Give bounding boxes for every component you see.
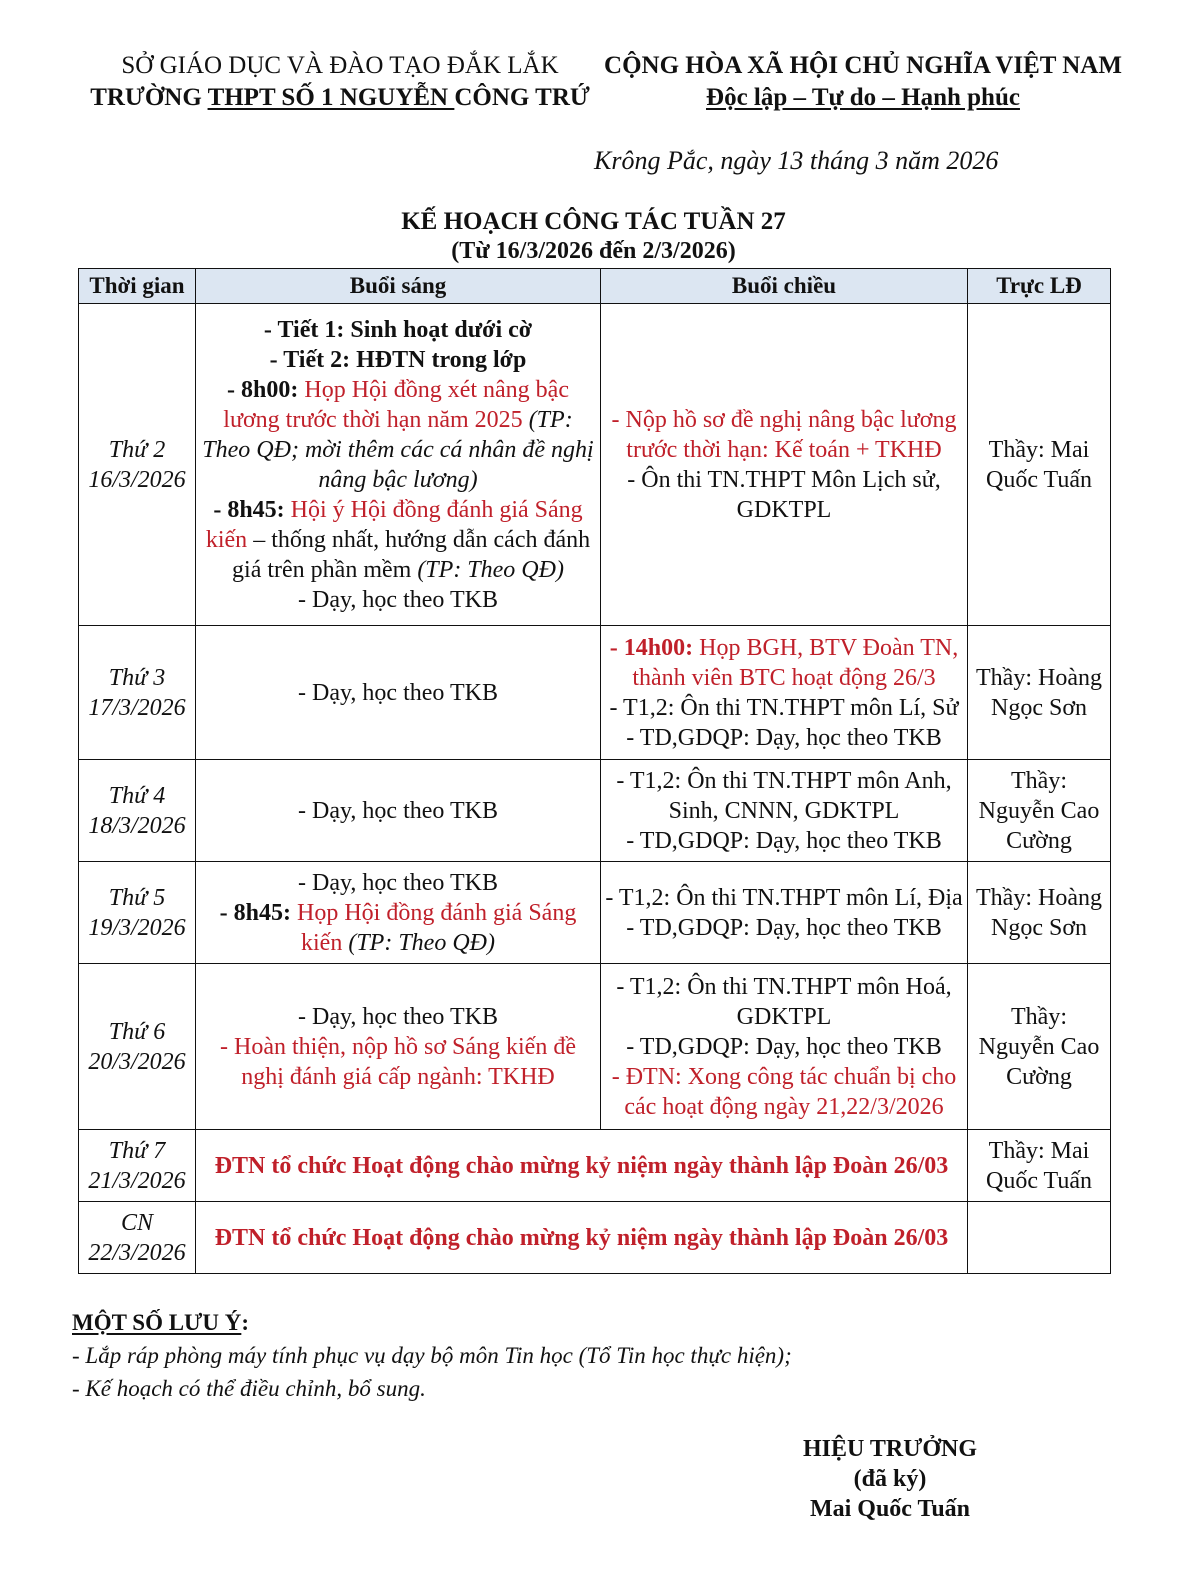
table-row xyxy=(79,862,1111,964)
duty-cell xyxy=(968,1202,1111,1274)
day-cell: Thứ 7 21/3/2026 xyxy=(79,1130,196,1202)
issuing-authority xyxy=(70,50,610,114)
afternoon-cell: - T1,2: Ôn thi TN.THPT môn Lí, Địa - TD,GDQP: Dạy, học theo TKB xyxy=(601,862,968,964)
place-and-date: Krông Pắc, ngày 13 tháng 3 năm 2026 xyxy=(594,146,999,175)
table-row xyxy=(79,304,1111,626)
duty-cell: Thầy: Mai Quốc Tuấn xyxy=(968,304,1111,626)
column-header-morning: Buổi sáng xyxy=(196,269,601,304)
day-cell: Thứ 4 18/3/2026 xyxy=(79,760,196,862)
notes-section: MỘT SỐ LƯU Ý: - Lắp ráp phòng máy tính phục vụ dạy bộ môn Tin học (Tổ Tin học thực hiện); - Kế hoạch có thể điều chỉnh, bổ sung. xyxy=(72,1306,792,1405)
morning-cell: - Dạy, học theo TKB - Hoàn thiện, nộp hồ sơ Sáng kiến đề nghị đánh giá cấp ngành: TKHĐ xyxy=(196,964,601,1130)
duty-cell: Thầy: Nguyễn Cao Cường xyxy=(968,964,1111,1130)
morning-cell: - Tiết 1: Sinh hoạt dưới cờ - Tiết 2: HĐTN trong lớp - 8h00: Họp Hội đồng xét nâng bậc lương trước thời hạn năm 2025 (TP: Theo QĐ; mời thêm các cá nhân đề nghị nâng bậc lương) - 8h45: Hội ý Hội đồng đánh giá Sáng kiến – thống nhất, hướng dẫn cách đánh giá trên phần mềm (TP: Theo QĐ) - Dạy, học theo TKB xyxy=(196,304,601,626)
column-header-duty: Trực LĐ xyxy=(968,269,1111,304)
signer-name: Mai Quốc Tuấn xyxy=(809,1496,971,1522)
national-motto: Độc lập – Tự do – Hạnh phúc xyxy=(706,84,1020,111)
merged-activity-cell: ĐTN tổ chức Hoạt động chào mừng kỷ niệm ngày thành lập Đoàn 26/03 xyxy=(196,1130,968,1202)
country-name: CỘNG HÒA XÃ HỘI CHỦ NGHĨA VIỆT NAM xyxy=(604,52,1122,79)
weekly-plan-table xyxy=(78,268,1111,1274)
duty-cell: Thầy: Nguyễn Cao Cường xyxy=(968,760,1111,862)
table-row xyxy=(79,760,1111,862)
merged-activity-cell: ĐTN tổ chức Hoạt động chào mừng kỷ niệm ngày thành lập Đoàn 26/03 xyxy=(196,1202,968,1274)
afternoon-cell: - T1,2: Ôn thi TN.THPT môn Anh, Sinh, CNNN, GDKTPL - TD,GDQP: Dạy, học theo TKB xyxy=(601,760,968,862)
day-cell: CN 22/3/2026 xyxy=(79,1202,196,1274)
note-item: - Lắp ráp phòng máy tính phục vụ dạy bộ môn Tin học (Tổ Tin học thực hiện); xyxy=(72,1343,792,1368)
afternoon-cell: - T1,2: Ôn thi TN.THPT môn Hoá, GDKTPL - TD,GDQP: Dạy, học theo TKB - ĐTN: Xong công tác chuẩn bị cho các hoạt động ngày 21,22/3/2026 xyxy=(601,964,968,1130)
notes-title: MỘT SỐ LƯU Ý xyxy=(72,1310,242,1335)
column-header-time: Thời gian xyxy=(79,269,196,304)
school-name: TRƯỜNG THPT SỐ 1 NGUYỄN CÔNG TRỨ xyxy=(90,84,590,111)
morning-cell: - Dạy, học theo TKB - 8h45: Họp Hội đồng đánh giá Sáng kiến (TP: Theo QĐ) xyxy=(196,862,601,964)
signer-role: HIỆU TRƯỞNG xyxy=(802,1436,978,1462)
note-item: - Kế hoạch có thể điều chỉnh, bổ sung. xyxy=(72,1376,426,1401)
date-range: (Từ 16/3/2026 đến 2/3/2026) xyxy=(451,238,736,264)
day-cell: Thứ 6 20/3/2026 xyxy=(79,964,196,1130)
morning-cell: - Dạy, học theo TKB xyxy=(196,760,601,862)
morning-cell: - Dạy, học theo TKB xyxy=(196,626,601,760)
national-heading xyxy=(598,50,1128,114)
department-name: SỞ GIÁO DỤC VÀ ĐÀO TẠO ĐẮK LẮK xyxy=(121,52,559,79)
signature-status: (đã ký) xyxy=(853,1466,927,1492)
table-row xyxy=(79,1202,1111,1274)
table-header-row xyxy=(79,269,1111,304)
signature-block xyxy=(770,1434,1010,1524)
afternoon-cell: - 14h00: Họp BGH, BTV Đoàn TN, thành viên BTC hoạt động 26/3 - T1,2: Ôn thi TN.THPT môn Lí, Sử - TD,GDQP: Dạy, học theo TKB xyxy=(601,626,968,760)
duty-cell: Thầy: Hoàng Ngọc Sơn xyxy=(968,626,1111,760)
table-row xyxy=(79,1130,1111,1202)
day-cell: Thứ 2 16/3/2026 xyxy=(79,304,196,626)
column-header-afternoon: Buổi chiều xyxy=(601,269,968,304)
duty-cell: Thầy: Mai Quốc Tuấn xyxy=(968,1130,1111,1202)
document-title: KẾ HOẠCH CÔNG TÁC TUẦN 27 xyxy=(401,208,786,235)
duty-cell: Thầy: Hoàng Ngọc Sơn xyxy=(968,862,1111,964)
table-row xyxy=(79,964,1111,1130)
afternoon-cell: - Nộp hồ sơ đề nghị nâng bậc lương trước thời hạn: Kế toán + TKHĐ - Ôn thi TN.THPT Môn Lịch sử, GDKTPL xyxy=(601,304,968,626)
day-cell: Thứ 5 19/3/2026 xyxy=(79,862,196,964)
table-row xyxy=(79,626,1111,760)
day-cell: Thứ 3 17/3/2026 xyxy=(79,626,196,760)
